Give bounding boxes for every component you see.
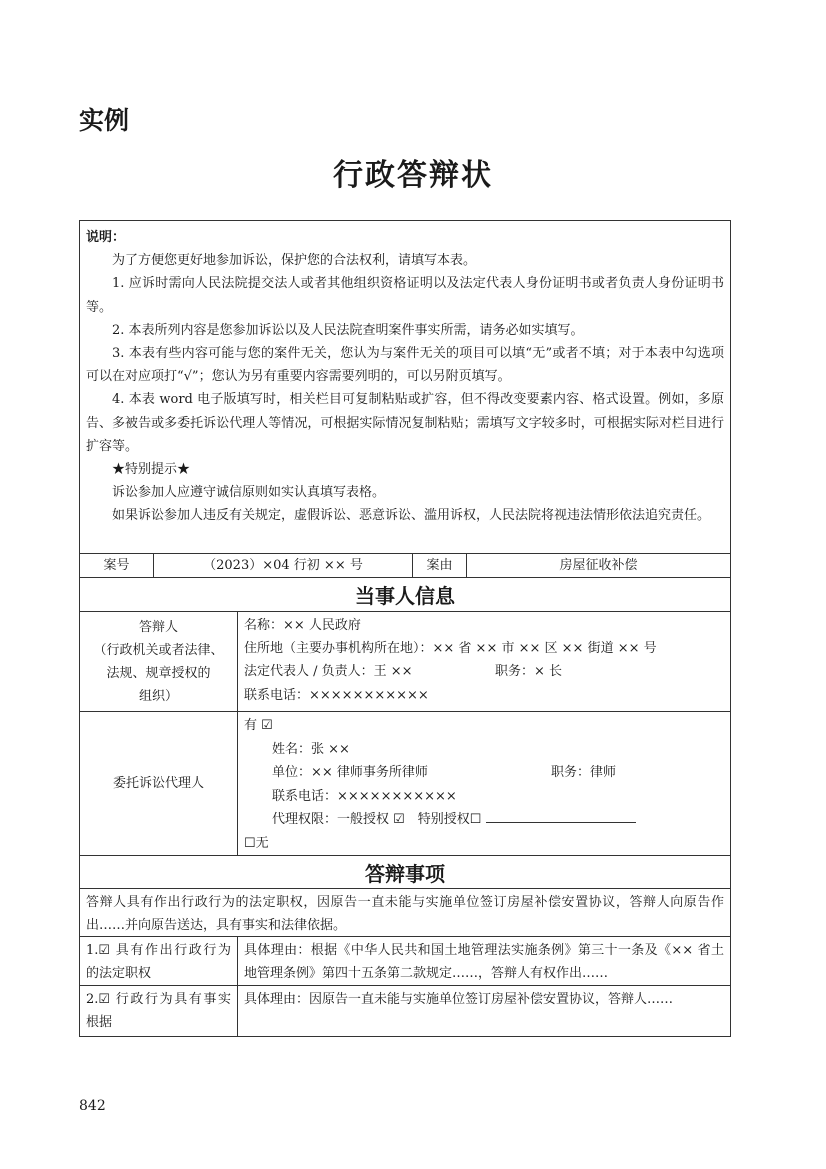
defense-summary: 答辩人具有作出行政行为的法定职权，因原告一直未能与实施单位签订房屋补偿安置协议，答辩人向原告作出……并向原告送达，具有事实和法律依据。: [86, 895, 724, 934]
agent-authority[interactable]: 代理权限：一般授权 ☑ 特别授权☐: [272, 812, 482, 827]
instruction-paragraph: 3. 本表有些内容可能与您的案件无关，您认为与案件无关的项目可以填“无”或者不填；对于本表中勾选项可以在对应项打“√”；您认为另有重要内容需要列明的，可以另附页填写。: [86, 346, 724, 385]
respondent-legal-rep-line: [244, 660, 724, 683]
respondent-label-line: （行政机关或者法律、: [93, 642, 224, 658]
special-notice: ★特别提示★: [112, 462, 191, 478]
section-heading: 实例: [79, 106, 130, 135]
defense-summary-row: [80, 888, 730, 936]
instructions-block: [80, 221, 730, 553]
defense-item-label: 1.☑ 具有作出行政行为的法定职权: [86, 943, 231, 982]
agent-unit-line: [244, 761, 724, 785]
agent-label: 委托诉讼代理人: [112, 776, 204, 791]
respondent-label-line: 答辩人: [138, 619, 178, 635]
parties-section-title: 当事人信息: [80, 577, 730, 611]
defense-item-row: [80, 985, 730, 1036]
defense-item-row: [80, 936, 730, 985]
agent-has-checkbox[interactable]: 有 ☑: [244, 718, 273, 733]
defense-section-title: 答辩事项: [80, 855, 730, 888]
agent-authority-line: [244, 808, 724, 832]
respondent-name: 名称：×× 人民政府: [244, 618, 361, 633]
instructions-lead: 说明：: [86, 230, 126, 245]
page-number: 842: [79, 1098, 106, 1114]
case-number-value: （2023）×04 行初 ×× 号: [153, 554, 412, 577]
agent-row: [80, 711, 730, 855]
respondent-position: 职务：× 长: [495, 664, 563, 680]
case-cause-value: 房屋征收补偿: [466, 554, 730, 577]
instruction-paragraph: 4. 本表 word 电子版填写时，相关栏目可复制粘贴或扩容，但不得改变要素内容、格式设置。例如，多原告、多被告或多委托诉讼代理人等情况，可根据实际情况复制粘贴；需填写文字较多时，可根据实际对栏目进行扩容等。: [86, 392, 724, 454]
agent-name: 姓名：张 ××: [272, 741, 350, 757]
respondent-label-line: 法规、规章授权的: [106, 665, 211, 681]
case-cause-label: 案由: [412, 554, 466, 577]
agent-details: [237, 712, 730, 855]
respondent-phone: 联系电话：×××××××××××: [244, 687, 429, 703]
instruction-paragraph: 诉讼参加人应遵守诚信原则如实认真填写表格。: [112, 485, 386, 501]
case-row: [80, 553, 730, 577]
defense-item-reason: 具体理由：因原告一直未能与实施单位签订房屋补偿安置协议，答辩人……: [237, 986, 730, 1036]
instruction-paragraph: 为了方便您更好地参加诉讼，保护您的合法权利，请填写本表。: [112, 253, 477, 269]
agent-phone: 联系电话：×××××××××××: [272, 788, 457, 804]
document-title: 行政答辩状: [333, 158, 493, 193]
respondent-legal-rep: 法定代表人 / 负责人：王 ××: [244, 664, 413, 680]
instruction-paragraph: 如果诉讼参加人违反有关规定，虚假诉讼、恶意诉讼、滥用诉权，人民法院将视违法情形依法追究责任。: [112, 508, 711, 524]
respondent-details: [237, 612, 730, 711]
agent-position: 职务：律师: [551, 765, 617, 780]
defense-item-label: 2.☑ 行政行为具有事实根据: [86, 992, 231, 1031]
answer-form: [79, 220, 731, 1037]
defense-item-reason: 具体理由：根据《中华人民共和国土地管理法实施条例》第三十一条及《×× 省土地管理条例》第四十五条第二款规定……，答辩人有权作出……: [237, 937, 730, 985]
instruction-paragraph: 2. 本表所列内容是您参加诉讼以及人民法院查明案件事实所需，请务必如实填写。: [112, 322, 584, 338]
agent-unit: 单位：×× 律师事务所律师: [272, 765, 428, 780]
agent-none-checkbox[interactable]: ☐无: [244, 835, 269, 851]
respondent-row: [80, 611, 730, 711]
respondent-label: [80, 612, 237, 711]
respondent-label-line: 组织）: [138, 688, 178, 704]
instructions-text: [80, 221, 730, 528]
case-number-label: 案号: [103, 558, 130, 573]
authority-blank-line: [486, 812, 636, 823]
respondent-address: 住所地（主要办事机构所在地）：×× 省 ×× 市 ×× 区 ×× 街道 ×× 号: [244, 641, 657, 657]
instruction-paragraph: 1. 应诉时需向人民法院提交法人或者其他组织资格证明以及法定代表人身份证明书或者负责人身份证明书等。: [86, 276, 724, 315]
